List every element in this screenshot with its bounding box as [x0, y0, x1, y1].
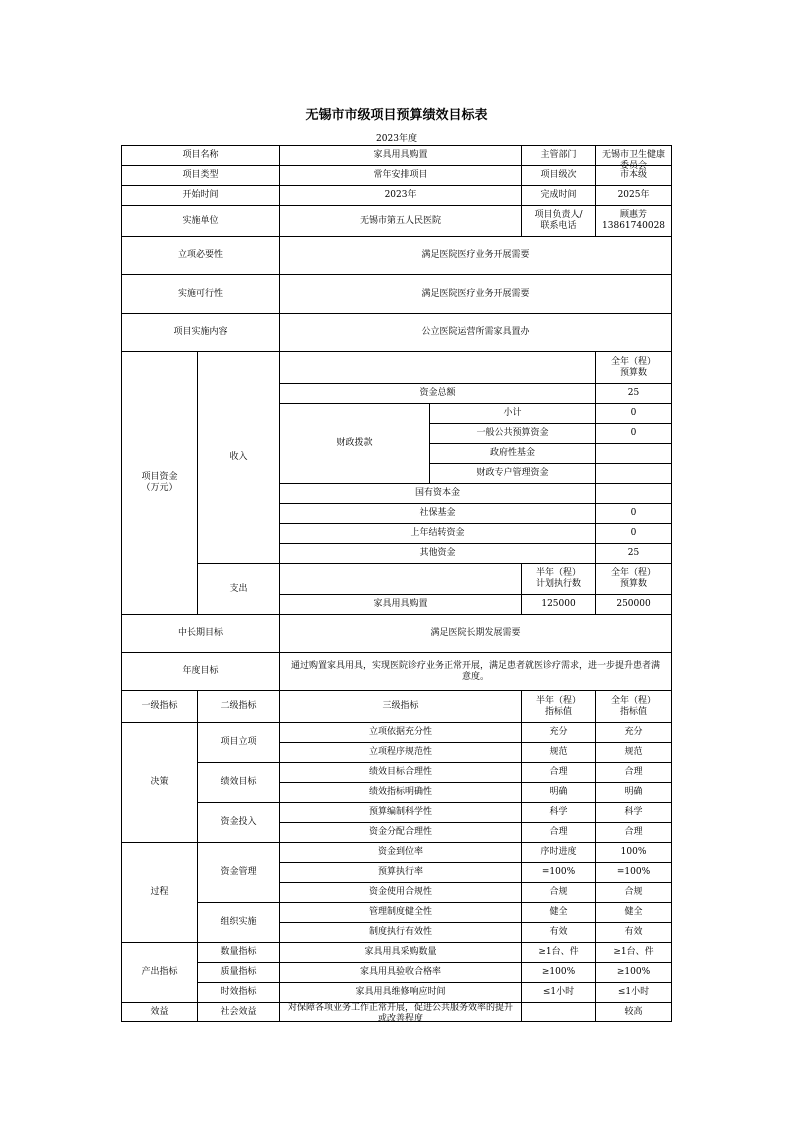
state-capital-value — [596, 484, 672, 504]
full-indicator-header-line1: 全年（程） — [611, 695, 657, 706]
content-value: 公立医院运营所需家具置办 — [280, 314, 672, 352]
indicator-half-value: 科学 — [522, 803, 596, 823]
indicator-full-value: 较高 — [596, 1003, 672, 1022]
dept-value — [596, 146, 672, 171]
level2-funding-input: 资金投入 — [198, 803, 280, 843]
indicator-name: 立项程序规范性 — [280, 743, 522, 763]
subtotal-value: 0 — [596, 404, 672, 424]
indicator-full-value: 合理 — [596, 763, 672, 783]
funds-label-line1: 项目资金 — [141, 472, 178, 482]
level1-decision: 决策 — [122, 723, 198, 843]
indicator-full-value: 健全 — [596, 903, 672, 923]
level2-performance-goal: 绩效目标 — [198, 763, 280, 803]
expense-half-value: 125000 — [522, 595, 596, 615]
indicator-name: 资金分配合理性 — [280, 823, 522, 843]
performance-target-table — [121, 145, 672, 1022]
half-indicator-header-line2: 指标值 — [545, 706, 573, 717]
general-budget-value: 0 — [596, 424, 672, 444]
indicator-full-value: =100% — [596, 863, 672, 883]
end-time-value: 2025年 — [596, 186, 672, 206]
indicator-name: 预算编制科学性 — [280, 803, 522, 823]
annual-goal-label: 年度目标 — [122, 653, 280, 691]
unit-value: 无锡市第五人民医院 — [280, 206, 522, 237]
leader-value — [596, 206, 672, 237]
project-level-label: 项目级次 — [522, 166, 596, 186]
level2-quality: 质量指标 — [198, 963, 280, 983]
annual-budget-header-2-line1: 全年（程） — [611, 568, 657, 578]
indicator-full-value: ≥100% — [596, 963, 672, 983]
level2-fund-management: 资金管理 — [198, 843, 280, 903]
project-name-label: 项目名称 — [122, 146, 280, 166]
carryover-label: 上年结转资金 — [280, 524, 596, 544]
annual-budget-header-2 — [596, 564, 672, 595]
indicator-name: 资金到位率 — [280, 843, 522, 863]
indicator-full-value: 科学 — [596, 803, 672, 823]
indicator-name: 制度执行有效性 — [280, 923, 522, 943]
subtotal-label: 小计 — [430, 404, 596, 424]
leader-label — [522, 206, 596, 237]
income-header-blank — [280, 352, 596, 384]
indicator-name: 家具用具维修响应时间 — [280, 983, 522, 1003]
indicator-name: 绩效指标明确性 — [280, 783, 522, 803]
indicator-full-value: ≥1台、件 — [596, 943, 672, 963]
annual-goal-value — [280, 653, 672, 691]
social-indicator-text — [282, 1003, 519, 1024]
indicator-name: 管理制度健全性 — [280, 903, 522, 923]
expense-annual-value: 250000 — [596, 595, 672, 615]
start-time-label: 开始时间 — [122, 186, 280, 206]
indicator-name: 资金使用合规性 — [280, 883, 522, 903]
half-indicator-header — [522, 691, 596, 723]
half-indicator-header-line1: 半年（程） — [536, 695, 582, 706]
total-funds-value: 25 — [596, 384, 672, 404]
level1-benefit: 效益 — [122, 1003, 198, 1022]
indicator-full-value: 合理 — [596, 823, 672, 843]
special-account-value — [596, 464, 672, 484]
indicator-half-value — [522, 1003, 596, 1022]
indicator-level2-header: 二级指标 — [198, 691, 280, 723]
indicator-full-value: 充分 — [596, 723, 672, 743]
indicator-half-value: ≤1小时 — [522, 983, 596, 1003]
half-year-plan-header-line1: 半年（程） — [536, 568, 582, 578]
special-account-label: 财政专户管理资金 — [430, 464, 596, 484]
indicator-name-social — [280, 1003, 522, 1022]
carryover-value: 0 — [596, 524, 672, 544]
annual-budget-header — [596, 352, 672, 384]
feasibility-label: 实施可行性 — [122, 275, 280, 314]
indicator-half-value: ≥100% — [522, 963, 596, 983]
project-name-value: 家具用具购置 — [280, 146, 522, 166]
general-budget-label: 一般公共预算资金 — [430, 424, 596, 444]
social-indicator-line2: 或改善程度 — [378, 1014, 424, 1024]
social-fund-label: 社保基金 — [280, 504, 596, 524]
long-term-goal-value: 满足医院长期发展需要 — [280, 615, 672, 653]
leader-phone: 13861740028 — [602, 221, 666, 231]
full-indicator-header-line2: 指标值 — [620, 706, 648, 717]
annual-budget-header-line2: 预算数 — [620, 367, 648, 378]
indicator-half-value: 健全 — [522, 903, 596, 923]
leader-name: 顾惠芳 — [620, 210, 648, 220]
level2-timeliness: 时效指标 — [198, 983, 280, 1003]
indicator-full-value: 合规 — [596, 883, 672, 903]
half-year-plan-header — [522, 564, 596, 595]
indicator-name: 预算执行率 — [280, 863, 522, 883]
indicator-name: 家具用具验收合格率 — [280, 963, 522, 983]
funds-label — [122, 352, 198, 615]
leader-label-line1: 项目负责人/ — [534, 210, 583, 220]
level2-quantity: 数量指标 — [198, 943, 280, 963]
indicator-half-value: 合规 — [522, 883, 596, 903]
state-capital-label: 国有资本金 — [280, 484, 596, 504]
social-fund-value: 0 — [596, 504, 672, 524]
gov-fund-label: 政府性基金 — [430, 444, 596, 464]
long-term-goal-label: 中长期目标 — [122, 615, 280, 653]
expense-item-label: 家具用具购置 — [280, 595, 522, 615]
indicator-level3-header: 三级指标 — [280, 691, 522, 723]
annual-goal-line1: 通过购置家具用具，实现医院诊疗业务正常开展，满足患者就医诊疗需求，进一步提升患者满 — [291, 660, 661, 671]
indicator-name: 家具用具采购数量 — [280, 943, 522, 963]
necessity-value: 满足医院医疗业务开展需要 — [280, 237, 672, 275]
level2-social-benefit: 社会效益 — [198, 1003, 280, 1022]
fiscal-year: 2023年度 — [376, 134, 417, 144]
content-label: 项目实施内容 — [122, 314, 280, 352]
indicator-half-value: =100% — [522, 863, 596, 883]
indicator-full-value: 规范 — [596, 743, 672, 763]
dept-text: 无锡市卫生健康委员会 — [602, 150, 666, 171]
other-funds-value: 25 — [596, 544, 672, 564]
annual-budget-header-2-line2: 预算数 — [620, 579, 648, 589]
end-time-label: 完成时间 — [522, 186, 596, 206]
annual-goal-line2: 意度。 — [462, 671, 490, 682]
funds-label-line2: （万元） — [141, 483, 178, 493]
indicator-full-value: 有效 — [596, 923, 672, 943]
leader-label-line2: 联系电话 — [540, 221, 577, 231]
level1-process: 过程 — [122, 843, 198, 943]
indicator-level1-header: 一级指标 — [122, 691, 198, 723]
expense-label: 支出 — [198, 564, 280, 615]
project-type-value: 常年安排项目 — [280, 166, 522, 186]
fiscal-label: 财政拨款 — [280, 404, 430, 484]
indicator-full-value: 100% — [596, 843, 672, 863]
project-type-label: 项目类型 — [122, 166, 280, 186]
indicator-half-value: 合理 — [522, 763, 596, 783]
project-level-value: 市本级 — [596, 166, 672, 186]
indicator-half-value: 规范 — [522, 743, 596, 763]
necessity-label: 立项必要性 — [122, 237, 280, 275]
level1-output: 产出指标 — [122, 943, 198, 1003]
indicator-name: 立项依据充分性 — [280, 723, 522, 743]
annual-budget-header-line1: 全年（程） — [611, 356, 657, 367]
feasibility-value: 满足医院医疗业务开展需要 — [280, 275, 672, 314]
dept-label: 主管部门 — [522, 146, 596, 166]
indicator-half-value: 序时进度 — [522, 843, 596, 863]
gov-fund-value — [596, 444, 672, 464]
start-time-value: 2023年 — [280, 186, 522, 206]
indicator-name: 绩效目标合理性 — [280, 763, 522, 783]
unit-label: 实施单位 — [122, 206, 280, 237]
income-label: 收入 — [198, 352, 280, 564]
half-year-plan-header-line2: 计划执行数 — [536, 579, 582, 589]
indicator-half-value: 明确 — [522, 783, 596, 803]
indicator-half-value: 充分 — [522, 723, 596, 743]
indicator-half-value: ≥1台、件 — [522, 943, 596, 963]
expense-header-blank — [280, 564, 522, 595]
full-indicator-header — [596, 691, 672, 723]
indicator-half-value: 有效 — [522, 923, 596, 943]
total-funds-label: 资金总额 — [280, 384, 596, 404]
level2-organization: 组织实施 — [198, 903, 280, 943]
indicator-full-value: ≤1小时 — [596, 983, 672, 1003]
indicator-half-value: 合理 — [522, 823, 596, 843]
indicator-full-value: 明确 — [596, 783, 672, 803]
document-title: 无锡市市级项目预算绩效目标表 — [305, 108, 488, 123]
other-funds-label: 其他资金 — [280, 544, 596, 564]
level2-project-approval: 项目立项 — [198, 723, 280, 763]
social-indicator-line1: 对保障各项业务工作正常开展，促进公共服务效率的提升 — [288, 1003, 514, 1013]
